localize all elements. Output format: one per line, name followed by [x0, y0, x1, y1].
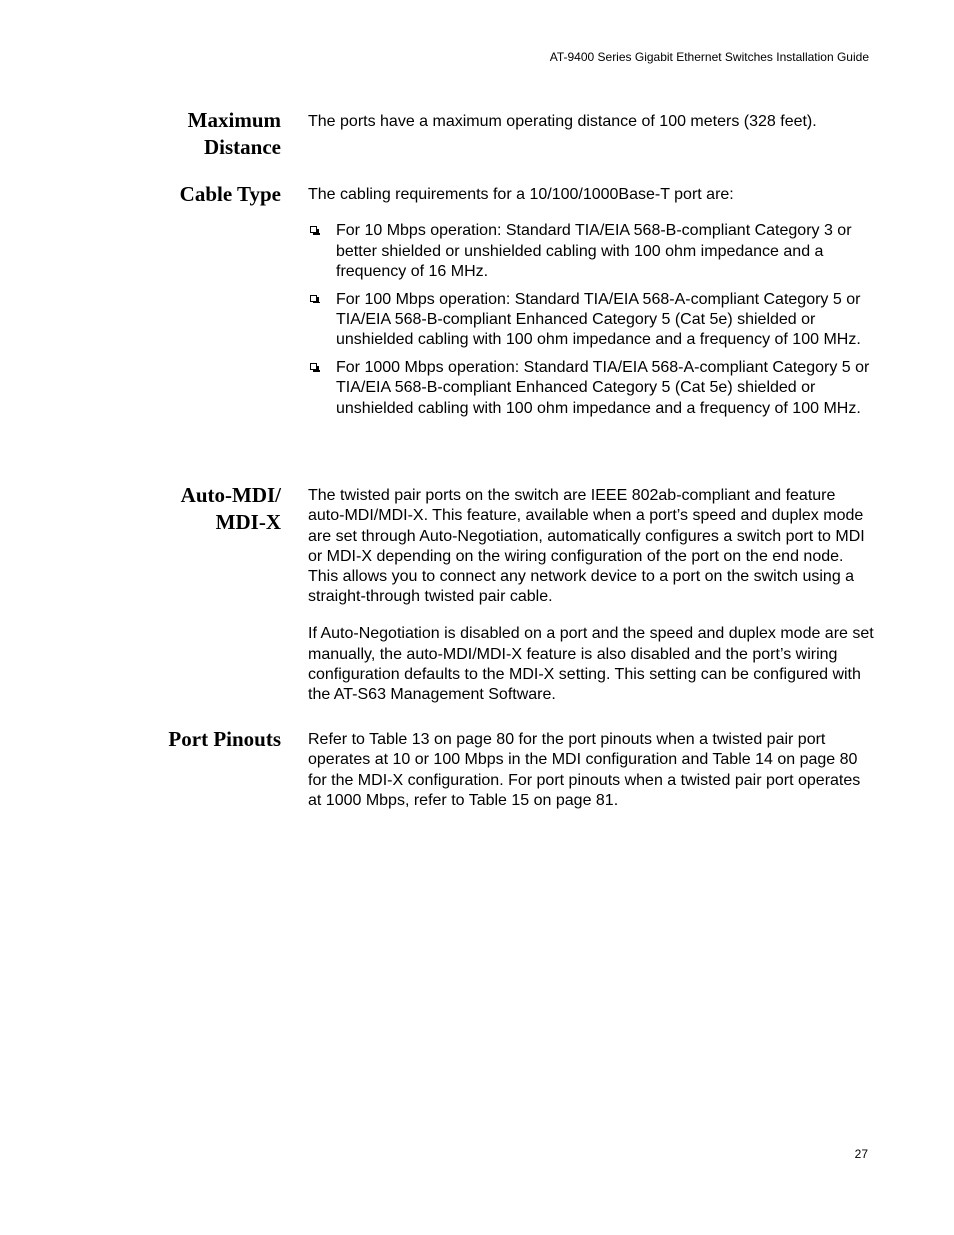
section-heading [188, 107, 281, 161]
paragraph: The cabling requirements for a 10/100/1000Base-T port are: [308, 186, 734, 203]
paragraph: Refer to Table 13 on page 80 for the port pinouts when a twisted pair port operates at 10 or 100 Mbps in the MDI configuration and Table 14 on page 80 for the MDI-X configuration. For port pinouts when a twisted pair port operates at 1000 Mbps, refer to Table 15 on page 81. [308, 731, 861, 809]
checkbox-bullet-icon [310, 226, 317, 233]
heading-line: Cable Type [179, 182, 281, 206]
page-number: 27 [854, 1147, 868, 1161]
checkbox-bullet-icon [310, 295, 317, 302]
checkbox-bullet-icon [310, 363, 317, 370]
section-heading [180, 181, 281, 208]
list-item-text: For 1000 Mbps operation: Standard TIA/EIA 568-A-compliant Category 5 or TIA/EIA 568-B-compliant Enhanced Category 5 (Cat 5e) shielded or unshielded cabling with 100 ohm impedance and a frequency of 100 MHz. [336, 359, 870, 417]
section-heading [181, 482, 281, 536]
list-item [308, 358, 874, 419]
list-item [308, 221, 874, 282]
section-body [308, 185, 874, 419]
paragraph: If Auto-Negotiation is disabled on a port and the speed and duplex mode are set manually, the auto-MDI/MDI-X feature is also disabled and the port’s wiring configuration defaults to the MDI-X setting. This setting can be configured with the AT-S63 Management Software. [308, 625, 874, 704]
heading-line: Distance [204, 135, 281, 159]
heading-line: Maximum [187, 108, 281, 132]
section-body [308, 486, 874, 705]
list-item-text: For 100 Mbps operation: Standard TIA/EIA 568-A-compliant Category 5 or TIA/EIA 568-B-compliant Enhanced Category 5 (Cat 5e) shielded or unshielded cabling with 100 ohm impedance and a frequency of 100 MHz. [336, 290, 861, 349]
heading-line: Port Pinouts [168, 727, 281, 751]
heading-line: MDI-X [215, 510, 281, 534]
list-item-text: For 10 Mbps operation: Standard TIA/EIA 568-B-compliant Category 3 or better shielded or unshielded cabling with 100 ohm impedance and a frequency of 16 MHz. [336, 222, 852, 280]
running-header: AT-9400 Series Gigabit Ethernet Switches Installation Guide [549, 50, 869, 64]
section-body [308, 730, 874, 811]
paragraph: The ports have a maximum operating distance of 100 meters (328 feet). [308, 113, 817, 130]
requirements-list [308, 221, 874, 419]
section-heading [168, 726, 281, 753]
heading-line: Auto-MDI/ [180, 483, 281, 507]
list-item [308, 290, 874, 351]
paragraph: The twisted pair ports on the switch are IEEE 802ab-compliant and feature auto-MDI/MDI-X. This feature, available when a port’s speed and duplex mode are set through Auto-Negotiation, automatically configures a switch port to MDI or MDI-X depending on the wiring configuration of the port on the end node. This allows you to connect any network device to a port on the switch using a straight-through twisted pair cable. [308, 487, 865, 606]
section-body [308, 112, 874, 132]
